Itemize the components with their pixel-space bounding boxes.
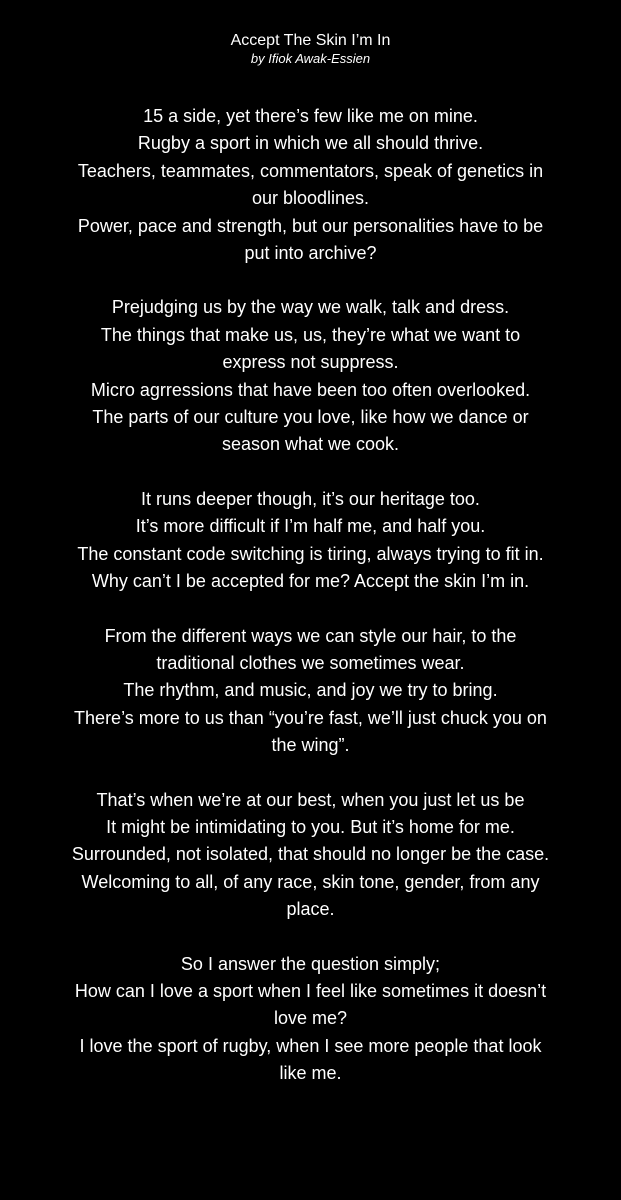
stanza-2 [0, 294, 621, 458]
poem-line: The constant code switching is tiring, always trying to fit in. [77, 543, 544, 564]
poem-line: I love the sport of rugby, when I see more people that look like me. [79, 1035, 542, 1084]
poem-line: It might be intimidating to you. But it’s home for me. [106, 816, 515, 837]
poem-line: Surrounded, not isolated, that should no longer be the case. [71, 844, 550, 865]
poem-line: Prejudging us by the way we walk, talk and dress. [111, 297, 510, 318]
poem-line: It runs deeper though, it’s our heritage too. [141, 488, 480, 509]
poem-line: Rugby a sport in which we all should thrive. [137, 133, 484, 154]
stanza-6 [0, 951, 621, 1088]
stanza-1 [0, 103, 621, 267]
poem-line: There’s more to us than “you’re fast, we’ll just chuck you on the wing”. [74, 707, 547, 756]
poem-line: That’s when we’re at our best, when you just let us be [96, 789, 525, 810]
poem-line: Teachers, teammates, commentators, speak of genetics in our bloodlines. [77, 160, 544, 209]
poem-line: Welcoming to all, of any race, skin tone, gender, from any place. [81, 871, 540, 920]
stanza-4 [0, 623, 621, 760]
stanza-5 [0, 787, 621, 924]
poem-line: The parts of our culture you love, like how we dance or season what we cook. [92, 407, 529, 455]
poem-line: How can I love a sport when I feel like sometimes it doesn’t love me? [74, 980, 547, 1029]
poem-line: So I answer the question simply; [180, 953, 441, 974]
poem-line: 15 a side, yet there’s few like me on mine. [143, 106, 478, 126]
poem-line: The rhythm, and music, and joy we try to bring. [123, 680, 498, 701]
poem-line: The things that make us, us, they’re what we want to express not suppress. [100, 324, 521, 373]
poem-title: Accept The Skin I’m In [230, 32, 391, 49]
stanza-3 [0, 486, 621, 596]
poem-line: Power, pace and strength, but our personalities have to be put into archive? [77, 215, 544, 264]
poem-author: by Ifiok Awak-Essien [250, 51, 371, 66]
poem-line: Micro agrressions that have been too often overlooked. [90, 379, 531, 400]
poem-line: Why can’t I be accepted for me? Accept the skin I’m in. [91, 571, 530, 592]
poem-line: It’s more difficult if I’m half me, and half you. [135, 516, 486, 537]
poem-line: From the different ways we can style our hair, to the traditional clothes we sometimes wear. [104, 625, 517, 673]
